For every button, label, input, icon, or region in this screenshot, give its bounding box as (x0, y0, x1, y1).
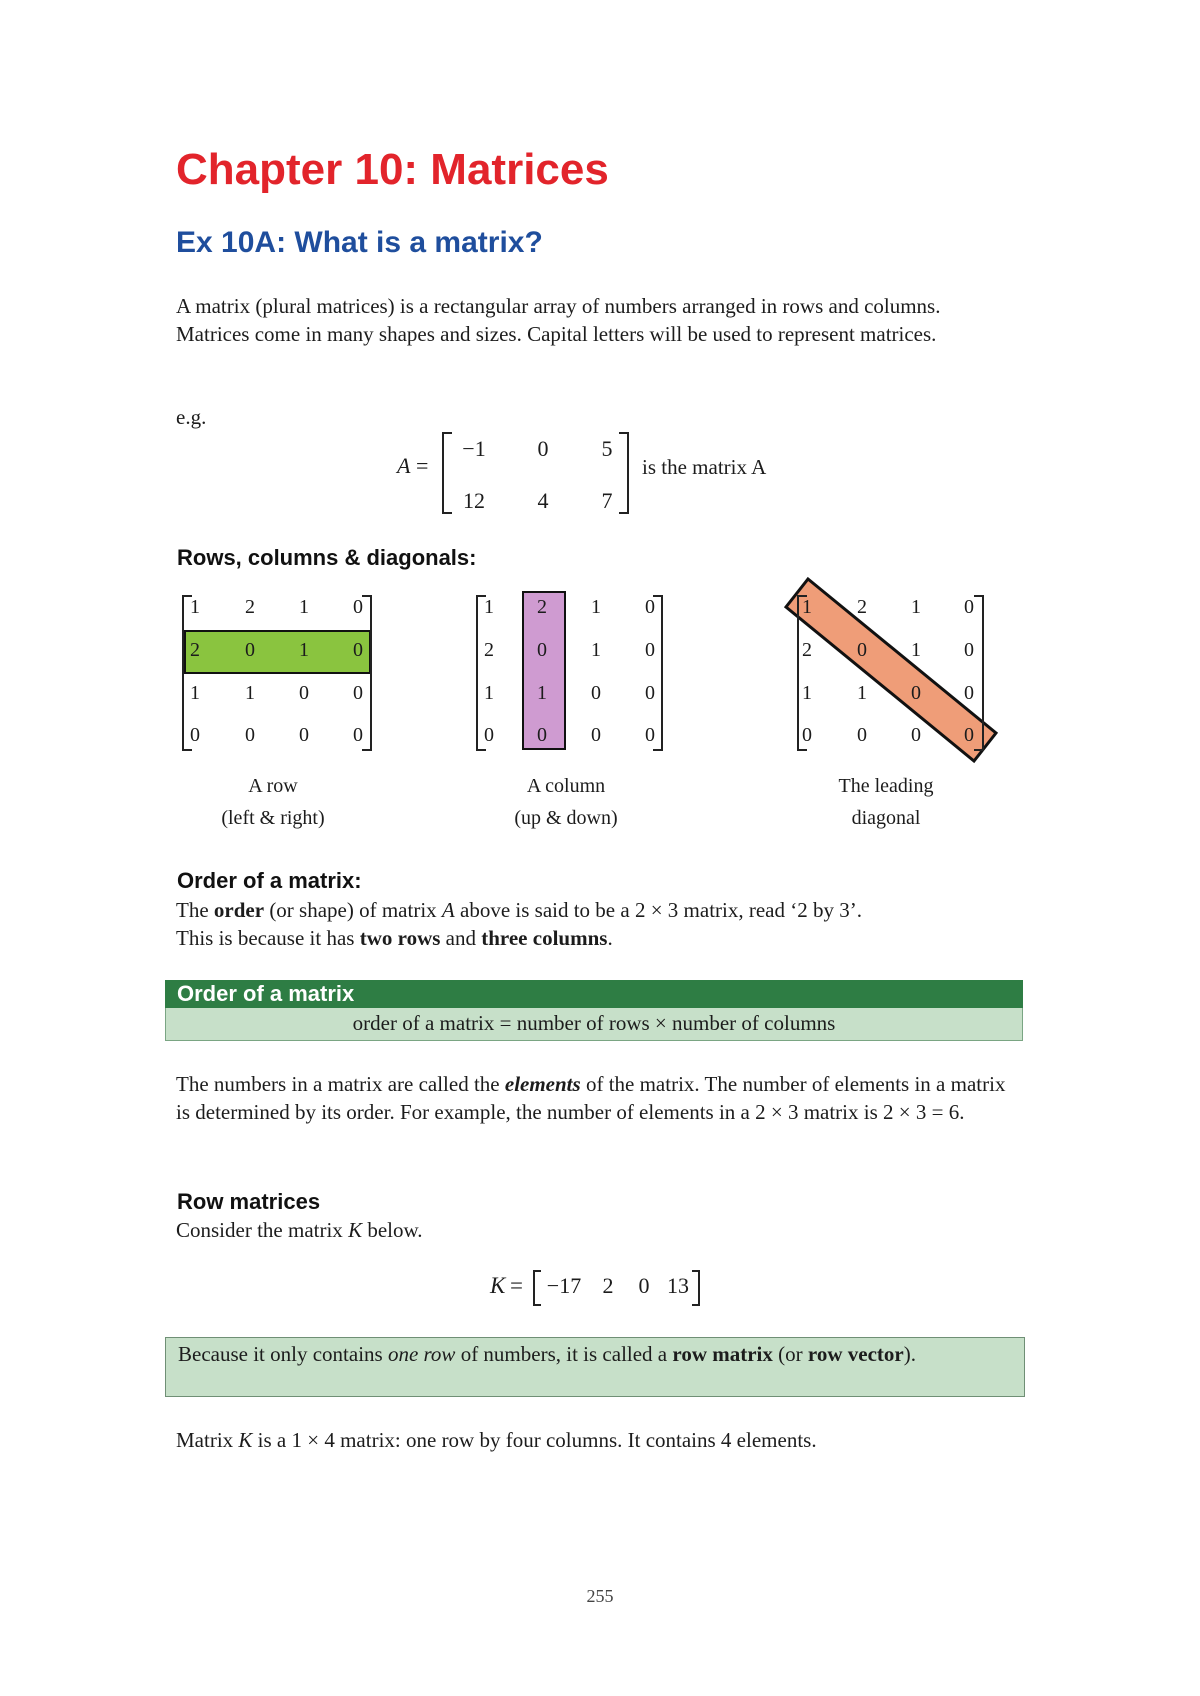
eg-label: e.g. (176, 405, 207, 429)
diagonal-demo-caption: The leading diagonal (838, 775, 934, 829)
matrix-cell: 5 (601, 436, 613, 461)
matrix-cell: 2 (245, 596, 255, 618)
row-matrices-heading: Row matrices (177, 1189, 321, 1214)
matrix-cell: 1 (911, 639, 921, 661)
matrix-cell: 0 (645, 639, 655, 661)
matrix-cell: 0 (537, 639, 547, 661)
matrix-cell: 0 (911, 724, 921, 746)
matrix-cell: −1 (462, 436, 486, 461)
matrix-cell: 0 (964, 596, 974, 618)
matrix-cell: 0 (645, 724, 655, 746)
row-matrix-note: Because it only contains one row of numbers, it is called a row matrix (or row vector). (165, 1337, 1025, 1397)
column-demo-caption: A column (up & down) (514, 775, 618, 829)
matrix-cell: 1 (591, 596, 601, 618)
matrix-cell: 13 (667, 1273, 689, 1298)
matrix-cell: 0 (190, 724, 200, 746)
matrix-cell: 2 (857, 596, 867, 618)
matrix-cell: 1 (911, 596, 921, 618)
intro-paragraph: A matrix (plural matrices) is a rectangular array of numbers arranged in rows and columns. Matrices come in many shapes and sizes. Capital letters will be used to represent matrices. (176, 294, 941, 346)
matrix-cell: 0 (911, 682, 921, 704)
matrix-cell: 0 (353, 724, 363, 746)
equals-sign: = (510, 1273, 523, 1298)
row-matrix-summary: Matrix K is a 1 × 4 matrix: one row by four columns. It contains 4 elements. (176, 1428, 817, 1452)
matrix-name: A (397, 453, 411, 478)
matrix-cell: 1 (299, 596, 309, 618)
matrix-cell: 0 (591, 724, 601, 746)
matrix-cell: 1 (802, 682, 812, 704)
matrix-cell: 0 (484, 724, 494, 746)
page-number: 255 (586, 1586, 614, 1606)
matrix-cell: 0 (245, 724, 255, 746)
order-box-title: Order of a matrix (165, 980, 1023, 1008)
matrix-cell: −17 (546, 1273, 582, 1298)
equals-sign: = (416, 453, 429, 478)
matrix-cell: 0 (645, 682, 655, 704)
matrix-cell: 0 (802, 724, 812, 746)
matrix-cell: 1 (484, 682, 494, 704)
matrix-cell: 0 (353, 682, 363, 704)
matrix-cell: 4 (537, 488, 549, 513)
matrix-cell: 1 (537, 682, 547, 704)
matrix-cell: 0 (591, 682, 601, 704)
matrix-cell: 2 (537, 596, 547, 618)
matrix-cell: 1 (591, 639, 601, 661)
matrix-cell: 1 (484, 596, 494, 618)
matrix-cell: 0 (353, 596, 363, 618)
matrix-cell: 2 (602, 1273, 614, 1298)
matrix-cell: 0 (964, 639, 974, 661)
matrix-cell: 0 (857, 724, 867, 746)
matrix-cell: 7 (601, 488, 613, 513)
matrix-cell: 0 (645, 596, 655, 618)
matrix-cell: 0 (638, 1273, 650, 1298)
matrix-cell: 0 (964, 724, 974, 746)
row-matrices-intro: Consider the matrix K below. (176, 1218, 423, 1242)
order-paragraph: The order (or shape) of matrix A above is said to be a 2 × 3 matrix, read ‘2 by 3’. This is because it has two rows and three columns. (176, 898, 862, 950)
elements-paragraph: The numbers in a matrix are called the elements of the matrix. The number of elements in a matrix is determined by its order. For example, the number of elements in a 2 × 3 matrix is 2 × 3 = 6. (176, 1072, 1006, 1124)
order-box-formula: order of a matrix = number of rows × number of columns (165, 1008, 1023, 1041)
matrix-cell: 1 (245, 682, 255, 704)
chapter-title: Chapter 10: Matrices (176, 145, 609, 194)
matrix-cell: 0 (537, 724, 547, 746)
matrix-cell: 1 (802, 596, 812, 618)
matrix-cell: 1 (190, 596, 200, 618)
matrix-cell: 12 (463, 488, 485, 513)
matrix-cell: 1 (857, 682, 867, 704)
matrix-cell: 2 (190, 639, 200, 661)
left-bracket (442, 432, 452, 514)
matrix-cell: 0 (299, 682, 309, 704)
order-heading: Order of a matrix: (177, 868, 362, 893)
matrix-cell: 0 (299, 724, 309, 746)
matrix-cell: 0 (537, 436, 549, 461)
matrix-cell: 2 (802, 639, 812, 661)
exercise-title: Ex 10A: What is a matrix? (176, 226, 543, 259)
matrix-cell: 1 (190, 682, 200, 704)
row-demo-caption: A row (left & right) (221, 775, 325, 829)
matrix-name: K (490, 1273, 506, 1298)
rows-columns-heading: Rows, columns & diagonals: (177, 545, 477, 570)
matrix-cell: 2 (484, 639, 494, 661)
matrix-cell: 0 (857, 639, 867, 661)
matrix-cell: 0 (964, 682, 974, 704)
matrix-cell: 1 (299, 639, 309, 661)
matrix-cell: 0 (245, 639, 255, 661)
matrix-description: is the matrix A (642, 455, 767, 479)
matrix-cell: 0 (353, 639, 363, 661)
